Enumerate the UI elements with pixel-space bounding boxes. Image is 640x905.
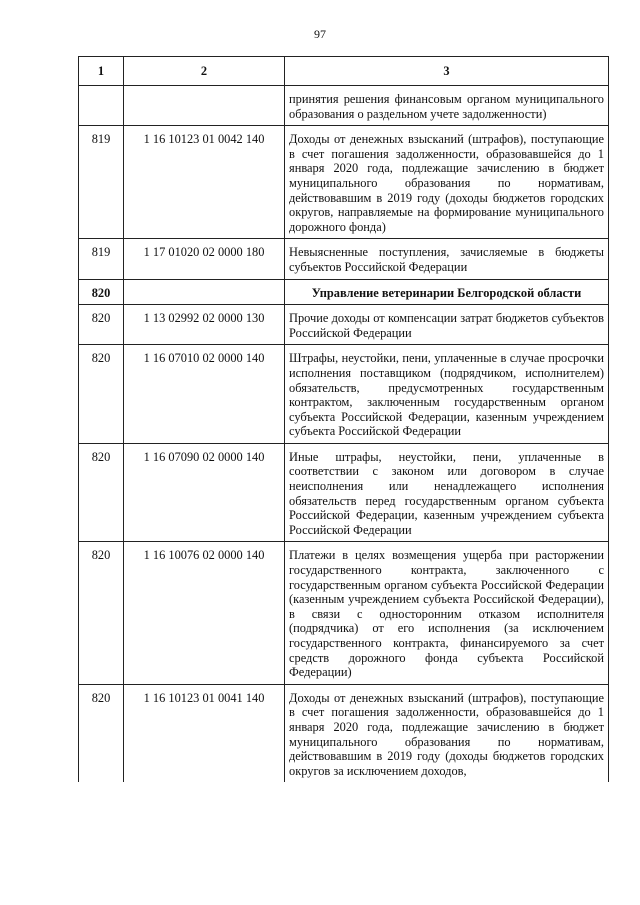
revenue-name-cell: Прочие доходы от компенсации затрат бюджетов субъектов Российской Федерации <box>285 305 609 345</box>
table-row <box>79 86 609 126</box>
kbk-code-cell: 1 17 01020 02 0000 180 <box>124 239 285 279</box>
revenue-classification-table <box>78 56 609 782</box>
admin-code-cell: 819 <box>79 126 124 239</box>
kbk-code-cell: 1 13 02992 02 0000 130 <box>124 305 285 345</box>
revenue-name-cell: Иные штрафы, неустойки, пени, уплаченные в соответствии с законом или договором в случае неисполнения или ненадлежащего исполнения обязательств перед государственным органом субъекта Российской Федерации, казенным учреждением субъекта Российской Федерации <box>285 443 609 542</box>
kbk-code-cell: 1 16 10123 01 0042 140 <box>124 126 285 239</box>
column-header-1: 1 <box>79 57 124 86</box>
table-row <box>79 305 609 345</box>
kbk-code-cell: 1 16 07090 02 0000 140 <box>124 443 285 542</box>
kbk-code-cell: 1 16 10123 01 0041 140 <box>124 684 285 782</box>
kbk-code-cell <box>124 86 285 126</box>
table-row <box>79 126 609 239</box>
column-header-3: 3 <box>285 57 609 86</box>
table-row <box>79 684 609 782</box>
revenue-name-cell: Штрафы, неустойки, пени, уплаченные в случае просрочки исполнения поставщиком (подрядчиком, исполнителем) обязательств, предусмотренных государственным контрактом, заключенным государственным органом субъекта Российской Федерации, казенным учреждением субъекта Российской Федерации <box>285 345 609 444</box>
table-row <box>79 279 609 305</box>
admin-code-cell: 820 <box>79 279 124 305</box>
revenue-name-cell: принятия решения финансовым органом муниципального образования о раздельном учете задолженности) <box>285 86 609 126</box>
revenue-name-cell: Доходы от денежных взысканий (штрафов), поступающие в счет погашения задолженности, образовавшейся до 1 января 2020 года, подлежащие зачислению в бюджет муниципального образования по нормативам, действовавшим в 2019 году (доходы бюджетов городских округов, направляемые на формирование муниципального дорожного фонда) <box>285 126 609 239</box>
page-number: 97 <box>314 27 326 41</box>
revenue-name-cell: Невыясненные поступления, зачисляемые в бюджеты субъектов Российской Федерации <box>285 239 609 279</box>
revenue-name-cell: Управление ветеринарии Белгородской области <box>285 279 609 305</box>
table-row <box>79 239 609 279</box>
admin-code-cell: 820 <box>79 684 124 782</box>
admin-code-cell: 819 <box>79 239 124 279</box>
admin-code-cell: 820 <box>79 305 124 345</box>
admin-code-cell <box>79 86 124 126</box>
table-row <box>79 345 609 444</box>
admin-code-cell: 820 <box>79 443 124 542</box>
admin-code-cell: 820 <box>79 542 124 684</box>
admin-code-cell: 820 <box>79 345 124 444</box>
table-row <box>79 542 609 684</box>
kbk-code-cell: 1 16 10076 02 0000 140 <box>124 542 285 684</box>
kbk-code-cell <box>124 279 285 305</box>
revenue-name-cell: Доходы от денежных взысканий (штрафов), поступающие в счет погашения задолженности, образовавшейся до 1 января 2020 года, подлежащие зачислению в бюджет муниципального образования по нормативам, действовавшим в 2019 году (доходы бюджетов городских округов за исключением доходов, <box>285 684 609 782</box>
column-header-2: 2 <box>124 57 285 86</box>
revenue-name-cell: Платежи в целях возмещения ущерба при расторжении государственного контракта, заключенного с государственным органом субъекта Российской Федерации (казенным учреждением субъекта Российской Федерации), в связи с односторонним отказом исполнителя (подрядчика) от его исполнения (за исключением государственного контракта, финансируемого за счет средств дорожного фонда субъекта Российской Федерации) <box>285 542 609 684</box>
table-body <box>79 86 609 783</box>
kbk-code-cell: 1 16 07010 02 0000 140 <box>124 345 285 444</box>
table-header-row <box>79 57 609 86</box>
table-row <box>79 443 609 542</box>
